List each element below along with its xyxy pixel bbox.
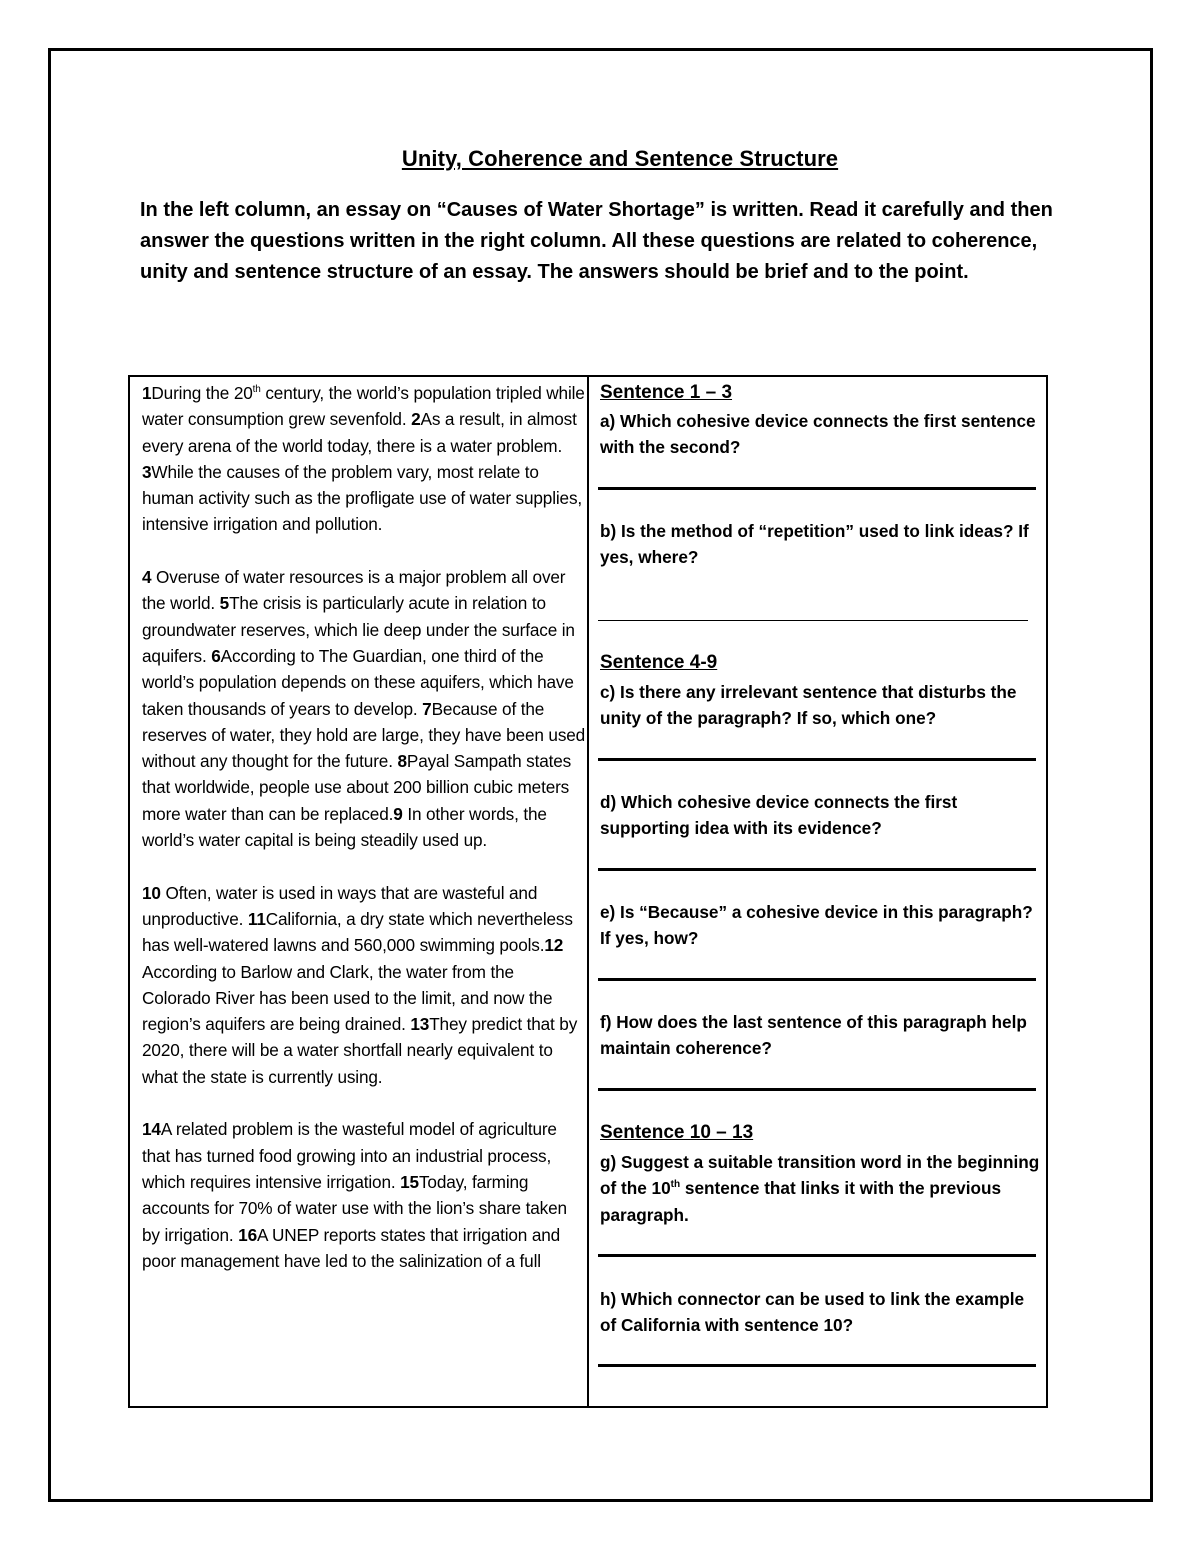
sentence-12: According to Barlow and Clark, the water from the Colorado River has been used to the limit, and now the region’s aquifers are being drained. xyxy=(142,961,553,1035)
instructions: In the left column, an essay on “Causes of Water Shortage” is written. Read it carefully and then answer the questions written in the right column. All these questions are related to coherence, unity and sentence structure of an essay. The answers should be brief and to the point. xyxy=(140,199,1053,283)
sentence-7: Because of the reserves of water, they hold are large, they have been used without any thought for the future. xyxy=(142,698,586,772)
answer-line-h[interactable] xyxy=(598,1364,1036,1367)
sentence-number: 16 xyxy=(238,1224,257,1245)
sentence-number: 9 xyxy=(393,803,403,824)
sentence-number: 6 xyxy=(211,645,221,666)
sentence-8: Payal Sampath states that worldwide, people use about 200 billion cubic meters more water than can be replaced. xyxy=(142,751,572,824)
sentence-13: They predict that by 2020, there will be a water shortfall nearly equivalent to what the state is currently using. xyxy=(142,1014,578,1087)
answer-line-a[interactable] xyxy=(598,487,1036,490)
sentence-number: 7 xyxy=(422,698,432,719)
essay-paragraph-2 xyxy=(142,564,587,853)
essay-column xyxy=(142,380,587,1274)
sentence-number: 4 xyxy=(142,567,152,588)
essay-paragraph-3 xyxy=(142,880,587,1090)
essay-paragraph-1 xyxy=(142,380,587,538)
answer-line-e[interactable] xyxy=(598,978,1036,981)
question-b: b) Is the method of “repetition” used to link ideas? If yes, where? xyxy=(600,521,1029,568)
sentence-number: 2 xyxy=(411,409,421,430)
question-g xyxy=(600,1149,1040,1228)
question-g-text: g) Suggest a suitable transition word in the beginning of the 10 xyxy=(600,1152,1040,1199)
answer-line-c[interactable] xyxy=(598,758,1036,761)
page-title: Unity, Coherence and Sentence Structure xyxy=(401,146,839,171)
sentence-number: 3 xyxy=(142,461,152,482)
sentence-1: During the 20 xyxy=(151,383,253,403)
sentence-6: According to The Guardian, one third of the world’s population depends on these aquifers, which have taken thousands of years to develop. xyxy=(142,645,574,719)
ordinal-suffix: th xyxy=(670,1179,681,1191)
sentence-1-cont: century, the world’s population tripled while water consumption grew sevenfold. xyxy=(142,383,585,430)
sentence-10: Often, water is used in ways that are wasteful and unproductive. xyxy=(142,882,538,929)
sentence-number: 13 xyxy=(410,1014,430,1035)
sentence-9: In other words, the world’s water capital is being steadily used up. xyxy=(142,803,547,851)
question-d: d) Which cohesive device connects the first supporting idea with its evidence? xyxy=(600,792,958,839)
answer-line-d[interactable] xyxy=(598,868,1036,871)
sentence-number: 11 xyxy=(247,908,266,929)
sentence-15: Today, farming accounts for 70% of water use with the lion’s share taken by irrigation. xyxy=(142,1171,567,1245)
sentence-14: A related problem is the wasteful model of agriculture that has turned food growing into an industrial process, which requires intensive irrigation. xyxy=(142,1119,557,1192)
column-divider xyxy=(587,375,589,1408)
sentence-11: California, a dry state which nevertheless has well-watered lawns and 560,000 swimming pools. xyxy=(142,908,573,956)
answer-line-f[interactable] xyxy=(598,1088,1036,1091)
question-c: c) Is there any irrelevant sentence that disturbs the unity of the paragraph? If so, which one? xyxy=(600,682,1017,729)
question-e: e) Is “Because” a cohesive device in this paragraph? If yes, how? xyxy=(600,902,1033,949)
sentence-number: 14 xyxy=(142,1119,161,1140)
question-h: h) Which connector can be used to link the example of California with sentence 10? xyxy=(600,1289,1025,1336)
sentence-3: While the causes of the problem vary, most relate to human activity such as the profligate use of water supplies, intensive irrigation and pollution. xyxy=(142,461,583,535)
ordinal-suffix: th xyxy=(252,384,261,395)
question-f: f) How does the last sentence of this paragraph help maintain coherence? xyxy=(600,1012,1027,1059)
sentence-number: 1 xyxy=(142,383,152,403)
question-a: a) Which cohesive device connects the first sentence with the second? xyxy=(600,411,1036,458)
question-g-text-cont: sentence that links it with the previous paragraph. xyxy=(600,1178,1002,1225)
section-heading-1-3: Sentence 1 – 3 xyxy=(600,382,733,403)
sentence-number: 5 xyxy=(219,593,230,614)
sentence-5: The crisis is particularly acute in relation to groundwater reserves, which lie deep under the surface in aquifers. xyxy=(142,593,575,666)
answer-line-g[interactable] xyxy=(598,1254,1036,1257)
sentence-number: 15 xyxy=(400,1171,419,1192)
sentence-2: As a result, in almost every arena of the world today, there is a water problem. xyxy=(142,409,577,456)
essay-paragraph-4 xyxy=(142,1116,587,1274)
section-heading-10-13: Sentence 10 – 13 xyxy=(600,1122,754,1143)
sentence-number: 10 xyxy=(142,882,161,903)
sentence-number: 12 xyxy=(544,935,564,956)
sentence-16: A UNEP reports states that irrigation and poor management have led to the salinization of a full xyxy=(142,1224,561,1271)
sentence-number: 8 xyxy=(397,751,407,772)
sentence-4: Overuse of water resources is a major problem all over the world. xyxy=(142,567,566,614)
answer-line-b[interactable] xyxy=(598,620,1028,621)
section-heading-4-9: Sentence 4-9 xyxy=(600,652,718,673)
